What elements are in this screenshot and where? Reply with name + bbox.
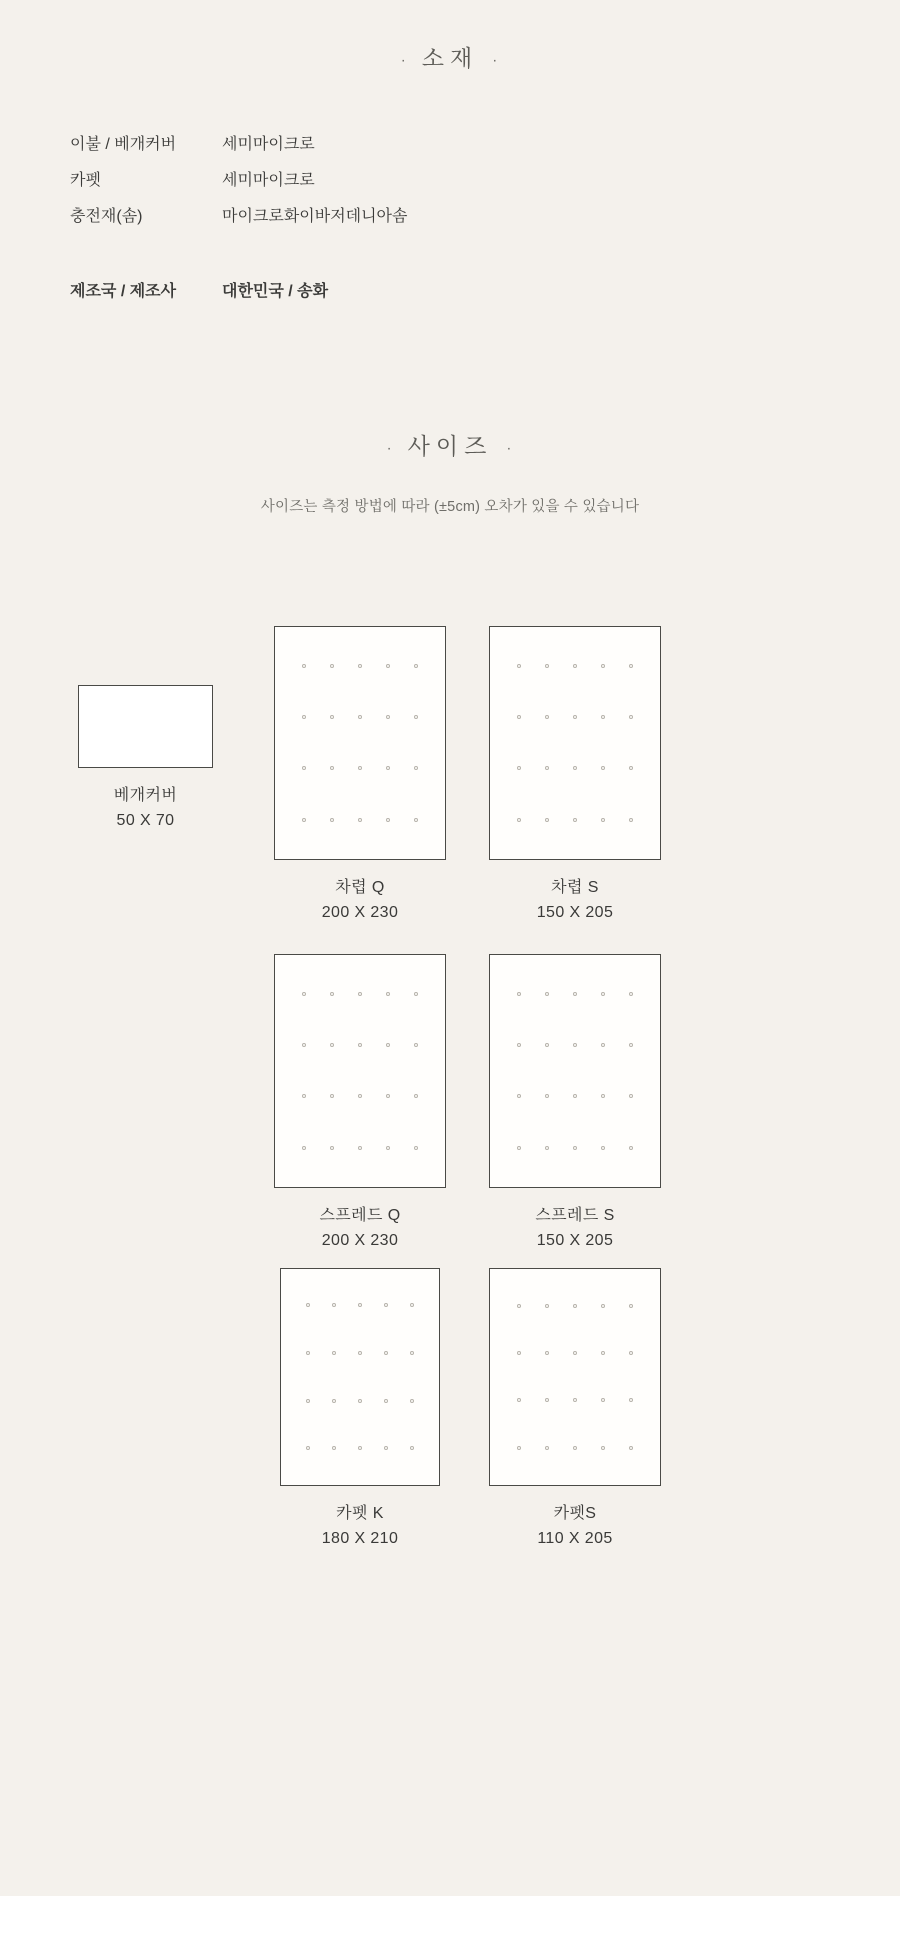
table-row (70, 207, 407, 243)
size-caption (78, 784, 213, 834)
size-item-dimension: 150 X 205 (536, 1231, 614, 1249)
swatch-spread-s (489, 954, 661, 1188)
dot-pattern (490, 955, 660, 1187)
size-caption (489, 1502, 661, 1552)
decor-dot-left: · (386, 439, 394, 457)
size-item-carpet-s (489, 1268, 661, 1552)
size-section-title (0, 428, 900, 461)
decor-dot-right: · (492, 51, 500, 69)
material-section-title (0, 0, 900, 73)
size-item-name: 베개커버 (113, 786, 178, 804)
size-item-dimension: 200 X 230 (321, 1231, 399, 1249)
table-row (70, 135, 407, 171)
size-item-spread-q (274, 954, 446, 1254)
size-caption (280, 1502, 440, 1552)
maker-value: 대한민국 / 송화 (222, 282, 329, 300)
decor-dot-right: · (506, 439, 514, 457)
dot-pattern (281, 1269, 439, 1485)
size-heading-text: 사이즈 (407, 432, 493, 459)
table-row (70, 171, 407, 207)
size-note: 사이즈는 측정 방법에 따라 (±5cm) 오차가 있을 수 있습니다 (260, 498, 640, 515)
size-item-pillow-cover (78, 685, 213, 834)
swatch-pillow-cover (78, 685, 213, 768)
dot-pattern (275, 627, 445, 859)
size-item-name: 스프레드 Q (319, 1206, 401, 1224)
material-label: 충전재(솜) (70, 208, 143, 226)
swatch-spread-q (274, 954, 446, 1188)
swatch-carpet-k (280, 1268, 440, 1486)
dot-pattern (275, 955, 445, 1187)
material-heading-text: 소재 (421, 45, 479, 71)
swatch-quilt-q (274, 626, 446, 860)
size-item-quilt-q (274, 626, 446, 926)
size-item-dimension: 110 X 205 (537, 1529, 613, 1547)
dot-pattern (490, 1269, 660, 1485)
size-item-dimension: 150 X 205 (536, 903, 614, 921)
decor-dot-left: · (400, 51, 408, 69)
size-item-name: 카펫S (553, 1504, 597, 1522)
size-item-dimension: 200 X 230 (321, 903, 399, 921)
size-caption (489, 876, 661, 926)
size-item-quilt-s (489, 626, 661, 926)
size-item-name: 카펫 K (336, 1504, 384, 1522)
material-value: 세미마이크로 (222, 172, 315, 190)
dot-pattern (490, 627, 660, 859)
material-table (70, 135, 407, 318)
material-value: 세미마이크로 (222, 136, 315, 153)
size-item-name: 스프레드 S (535, 1206, 615, 1224)
size-item-spread-s (489, 954, 661, 1254)
material-value: 마이크로화이바저데니아솜 (222, 208, 408, 226)
size-caption (274, 1204, 446, 1254)
size-item-name: 차렵 S (551, 878, 599, 896)
swatch-quilt-s (489, 626, 661, 860)
size-item-carpet-k (280, 1268, 440, 1552)
size-item-dimension: 50 X 70 (116, 811, 175, 829)
material-label: 카펫 (70, 172, 101, 190)
size-diagram-area (0, 554, 900, 1564)
maker-label: 제조국 / 제조사 (70, 282, 177, 300)
bottom-divider (0, 1896, 900, 1956)
size-item-dimension: 180 X 210 (321, 1529, 399, 1547)
swatch-carpet-s (489, 1268, 661, 1486)
size-caption (274, 876, 446, 926)
size-item-name: 차렵 Q (335, 878, 385, 896)
material-label: 이불 / 베개커버 (70, 136, 177, 153)
table-row-maker (70, 244, 407, 318)
size-caption (489, 1204, 661, 1254)
